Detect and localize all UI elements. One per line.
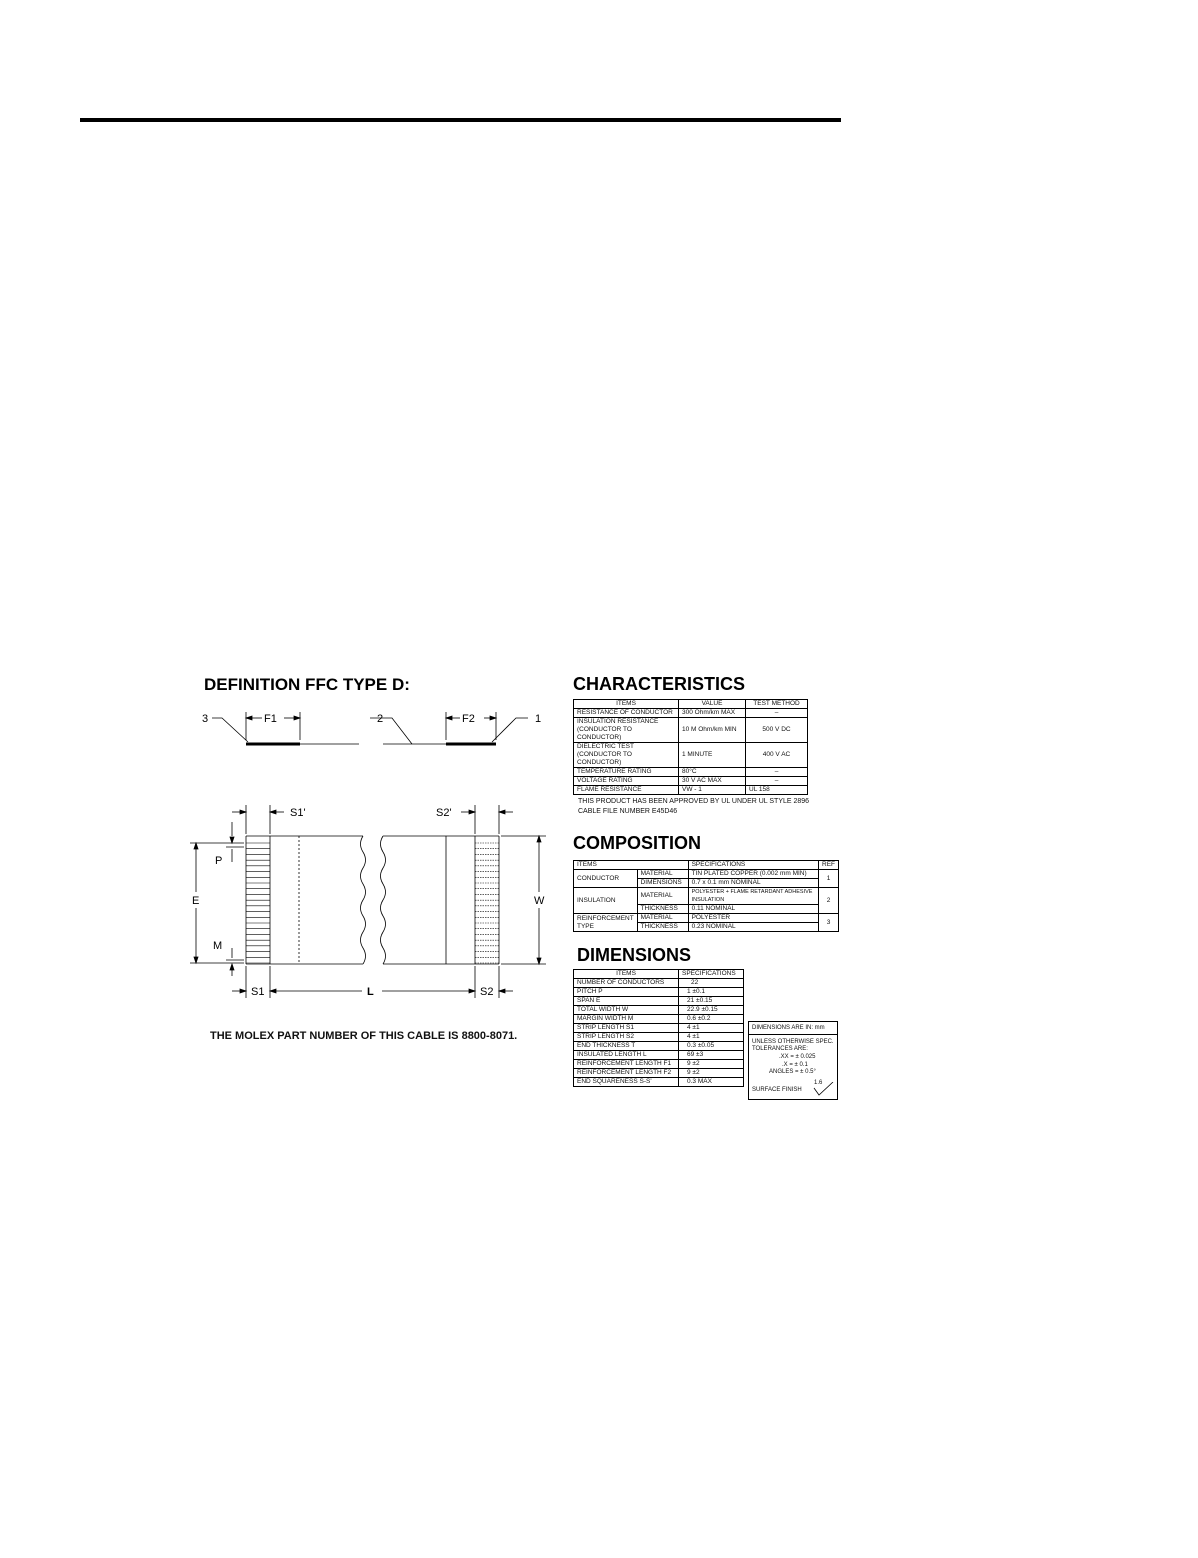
- table-cell: 0.6 ±0.2: [679, 1015, 744, 1024]
- top-rule: [80, 118, 841, 122]
- table-cell: VW - 1: [679, 786, 746, 795]
- table-cell: STRIP LENGTH S2: [574, 1033, 679, 1042]
- table-cell: 0.23 NOMINAL: [688, 923, 818, 932]
- callout-1-label: 1: [535, 713, 542, 725]
- dimensions-table: [573, 969, 744, 1087]
- s2-prime-label: S2': [436, 807, 452, 819]
- callout-3-label: 3: [202, 713, 209, 725]
- table-cell: 2: [819, 888, 839, 914]
- table-cell: 30 V AC MAX: [679, 777, 746, 786]
- table-cell: VOLTAGE RATING: [574, 777, 679, 786]
- table-cell: 1 MINUTE: [679, 743, 746, 768]
- table-row: [574, 743, 808, 768]
- table-cell: MARGIN WIDTH M: [574, 1015, 679, 1024]
- units-text: DIMENSIONS ARE IN: mm: [752, 1025, 825, 1031]
- table-row: [574, 1042, 744, 1051]
- table-header-row: [574, 861, 839, 870]
- table-cell: –: [746, 768, 808, 777]
- tolerance-xx: .XX = ± 0.025: [779, 1054, 816, 1060]
- table-cell: SPAN E: [574, 997, 679, 1006]
- table-cell: REINFORCEMENT LENGTH F1: [574, 1060, 679, 1069]
- table-cell: 22: [679, 979, 744, 988]
- table-cell: INSULATED LENGTH L: [574, 1051, 679, 1060]
- table-cell: 3: [819, 914, 839, 932]
- table-cell: END SQUARENESS S-S': [574, 1078, 679, 1087]
- table-row: [574, 1033, 744, 1042]
- composition-table: [573, 860, 839, 932]
- table-cell: 500 V DC: [746, 718, 808, 743]
- table-cell: CONDUCTOR: [574, 870, 638, 888]
- m-label: M: [213, 940, 223, 952]
- table-cell: END THICKNESS T: [574, 1042, 679, 1051]
- table-cell: FLAME RESISTANCE: [574, 786, 679, 795]
- tolerance-line1: UNLESS OTHERWISE SPEC.: [752, 1039, 834, 1045]
- table-row: [574, 1051, 744, 1060]
- table-header: TEST METHOD: [746, 700, 808, 709]
- table-header: ITEMS: [574, 700, 679, 709]
- table-cell: –: [746, 777, 808, 786]
- table-cell: TEMPERATURE RATING: [574, 768, 679, 777]
- table-row: [574, 988, 744, 997]
- table-cell: 10 M Ohm/km MIN: [679, 718, 746, 743]
- table-header: VALUE: [679, 700, 746, 709]
- table-cell: STRIP LENGTH S1: [574, 1024, 679, 1033]
- tolerance-x: .X = ± 0.1: [782, 1062, 808, 1068]
- table-header: ITEMS: [574, 861, 689, 870]
- table-cell: 9 ±2: [679, 1060, 744, 1069]
- composition-title: COMPOSITION: [573, 833, 702, 853]
- callout-2-label: 2: [377, 713, 384, 725]
- characteristics-table: [573, 699, 808, 795]
- table-header-row: [574, 970, 744, 979]
- table-cell: –: [746, 709, 808, 718]
- table-cell: POLYESTER + FLAME RETARDANT ADHESIVE INSULATION: [688, 888, 818, 905]
- table-cell: MATERIAL: [637, 888, 688, 905]
- table-cell: 4 ±1: [679, 1024, 744, 1033]
- table-row: [574, 870, 839, 879]
- table-cell: DIMENSIONS: [637, 879, 688, 888]
- table-row: [574, 777, 808, 786]
- table-header-row: [574, 700, 808, 709]
- table-cell: THICKNESS: [637, 923, 688, 932]
- table-cell: 300 Ohm/km MAX: [679, 709, 746, 718]
- ffc-drawing: [185, 700, 555, 1010]
- table-header: SPECIFICATIONS: [688, 861, 818, 870]
- table-cell: 1: [819, 870, 839, 888]
- p-label: P: [215, 855, 223, 867]
- definition-title: DEFINITION FFC TYPE D:: [204, 675, 410, 694]
- ul-approval-note: THIS PRODUCT HAS BEEN APPROVED BY UL UNDER UL STYLE 2896: [578, 798, 810, 805]
- table-cell: 0.7 x 0.1 mm NOMINAL: [688, 879, 818, 888]
- table-cell: MATERIAL: [637, 870, 688, 879]
- table-cell: MATERIAL: [637, 914, 688, 923]
- table-cell: POLYESTER: [688, 914, 818, 923]
- table-row: [574, 888, 839, 905]
- table-cell: 4 ±1: [679, 1033, 744, 1042]
- table-row: [574, 1069, 744, 1078]
- characteristics-title: CHARACTERISTICS: [573, 674, 746, 694]
- table-cell: REINFORCEMENT TYPE: [574, 914, 638, 932]
- f2-label: F2: [462, 713, 475, 725]
- surface-finish-value: 1.6: [814, 1080, 823, 1086]
- table-row: [574, 718, 808, 743]
- table-cell: 0.11 NOMINAL: [688, 905, 818, 914]
- table-cell: 21 ±0.15: [679, 997, 744, 1006]
- table-row: [574, 914, 839, 923]
- table-row: [574, 1078, 744, 1087]
- table-cell: PITCH P: [574, 988, 679, 997]
- w-label: W: [534, 895, 545, 907]
- table-cell: 22.9 ±0.15: [679, 1006, 744, 1015]
- e-label: E: [192, 895, 200, 907]
- table-cell: TOTAL WIDTH W: [574, 1006, 679, 1015]
- table-cell: UL 158: [746, 786, 808, 795]
- f1-label: F1: [264, 713, 277, 725]
- table-header: SPECIFICATIONS: [679, 970, 744, 979]
- table-cell: INSULATION: [574, 888, 638, 914]
- part-number-note: THE MOLEX PART NUMBER OF THIS CABLE IS 8800-8071.: [210, 1030, 518, 1042]
- table-row: [574, 768, 808, 777]
- dimensions-title: DIMENSIONS: [577, 945, 692, 965]
- table-row: [574, 709, 808, 718]
- table-cell: 1 ±0.1: [679, 988, 744, 997]
- table-cell: NUMBER OF CONDUCTORS: [574, 979, 679, 988]
- table-row: [574, 997, 744, 1006]
- table-cell: 80°C: [679, 768, 746, 777]
- table-header: REF: [819, 861, 839, 870]
- s1-prime-label: S1': [290, 807, 306, 819]
- table-cell: 0.3 ±0.05: [679, 1042, 744, 1051]
- table-cell: 69 ±3: [679, 1051, 744, 1060]
- surface-finish-icon: [813, 1082, 835, 1096]
- table-cell: 0.3 MAX: [679, 1078, 744, 1087]
- table-row: [574, 979, 744, 988]
- table-cell: RESISTANCE OF CONDUCTOR: [574, 709, 679, 718]
- s2-label: S2: [480, 986, 494, 998]
- table-row: [574, 1024, 744, 1033]
- tolerance-line2: TOLERANCES ARE:: [752, 1046, 808, 1052]
- table-cell: THICKNESS: [637, 905, 688, 914]
- s1-label: S1: [251, 986, 265, 998]
- table-row: [574, 1060, 744, 1069]
- tolerance-angles: ANGLES = ± 0.5°: [769, 1069, 816, 1075]
- ul-file-number-note: CABLE FILE NUMBER E45D46: [578, 808, 678, 815]
- table-row: [574, 1015, 744, 1024]
- table-row: [574, 1006, 744, 1015]
- surface-finish-label: SURFACE FINISH: [752, 1087, 802, 1093]
- table-cell: 400 V AC: [746, 743, 808, 768]
- table-row: [574, 786, 808, 795]
- table-cell: DIELECTRIC TEST (CONDUCTOR TO CONDUCTOR): [574, 743, 679, 768]
- tolerance-units-row: [749, 1022, 837, 1035]
- tolerance-block: [748, 1021, 838, 1100]
- table-cell: 9 ±2: [679, 1069, 744, 1078]
- table-cell: INSULATION RESISTANCE (CONDUCTOR TO CONDUCTOR): [574, 718, 679, 743]
- table-header: ITEMS: [574, 970, 679, 979]
- table-cell: TIN PLATED COPPER (0.002 mm MIN): [688, 870, 818, 879]
- table-cell: REINFORCEMENT LENGTH F2: [574, 1069, 679, 1078]
- l-label: L: [367, 986, 374, 998]
